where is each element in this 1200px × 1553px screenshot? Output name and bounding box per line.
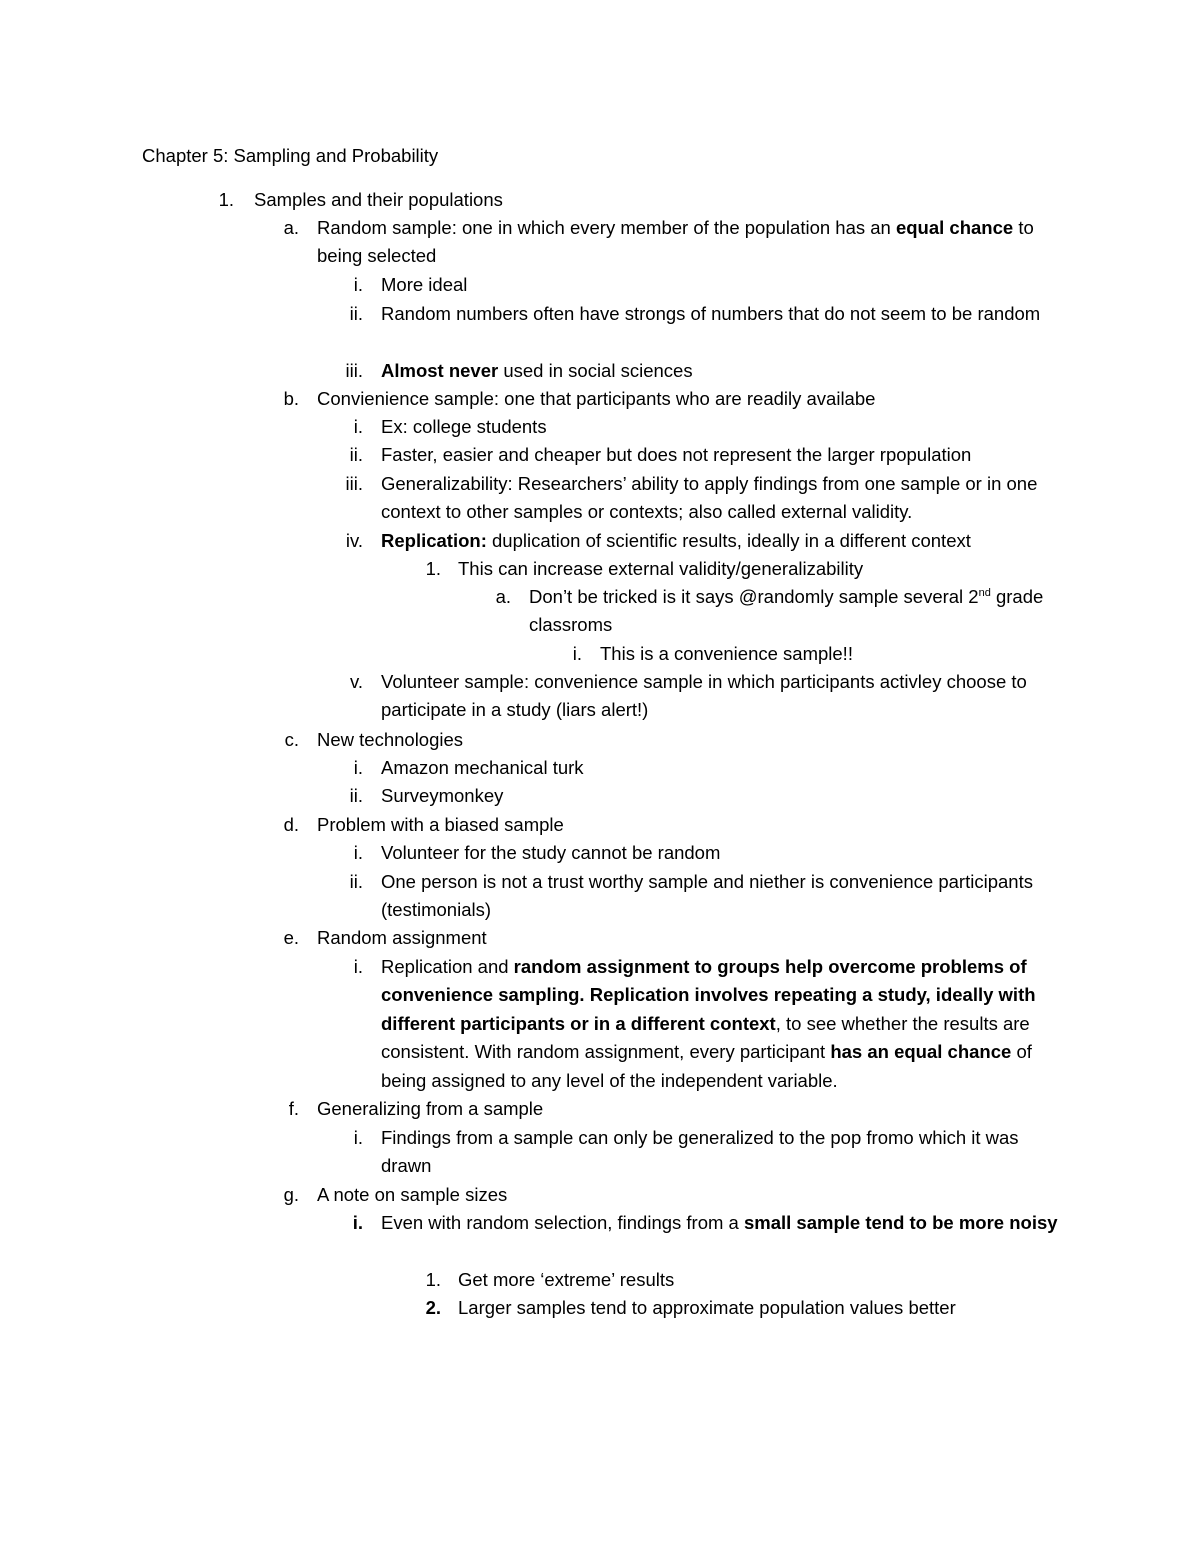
list-item-text: Almost never used in social sciences bbox=[381, 360, 693, 381]
list-marker: iv. bbox=[345, 530, 363, 551]
list-item-text: Don’t be tricked is it says @randomly sample several 2nd grade classroms bbox=[529, 586, 1044, 636]
list-item-text: Samples and their populations bbox=[254, 189, 503, 210]
list-item-text: Get more ‘extreme’ results bbox=[458, 1269, 675, 1290]
list-marker: 2. bbox=[425, 1297, 441, 1318]
list-item-text: Random sample: one in which every member of the population has an equal chance to being selected bbox=[317, 217, 1034, 267]
list-item-text: Replication: duplication of scientific results, ideally in a different context bbox=[381, 530, 971, 551]
list-item-text: Even with random selection, findings from a small sample tend to be more noisy bbox=[381, 1212, 1058, 1233]
list-item-text: Ex: college students bbox=[381, 416, 547, 437]
list-item-text: Problem with a biased sample bbox=[317, 814, 564, 835]
list-item-text: Findings from a sample can only be generalized to the pop fromo which it was drawn bbox=[381, 1127, 1019, 1177]
list-item-text: New technologies bbox=[317, 729, 464, 750]
list-item-text: Faster, easier and cheaper but does not represent the larger rpopulation bbox=[381, 444, 972, 465]
list-marker: g. bbox=[283, 1184, 299, 1205]
list-marker: 1. bbox=[425, 1269, 441, 1290]
list-item-text: Volunteer sample: convenience sample in which participants activley choose to participate in a study (liars alert!) bbox=[381, 671, 1027, 721]
list-item-text: This can increase external validity/generalizability bbox=[458, 558, 864, 579]
list-marker: ii. bbox=[349, 871, 363, 892]
list-item-text: A note on sample sizes bbox=[317, 1184, 508, 1205]
list-item-text: Generalizability: Researchers’ ability to apply findings from one sample or in one context to other samples or contexts; also called external validity. bbox=[381, 473, 1038, 523]
list-marker: 1. bbox=[425, 558, 441, 579]
list-marker: c. bbox=[284, 729, 299, 750]
list-marker: i. bbox=[353, 842, 363, 863]
list-marker: i. bbox=[353, 1127, 363, 1148]
list-item-text: Convienience sample: one that participants who are readily availabe bbox=[317, 388, 876, 409]
list-marker: ii. bbox=[349, 785, 363, 806]
list-item-text: Volunteer for the study cannot be random bbox=[381, 842, 721, 863]
list-item-text: Random assignment bbox=[317, 927, 487, 948]
list-marker: i. bbox=[353, 274, 363, 295]
list-item-text: More ideal bbox=[381, 274, 468, 295]
page-title: Chapter 5: Sampling and Probability bbox=[142, 145, 439, 166]
list-marker: i. bbox=[353, 757, 363, 778]
list-marker: e. bbox=[283, 927, 299, 948]
list-item-text: This is a convenience sample!! bbox=[600, 643, 853, 664]
list-marker: iii. bbox=[345, 473, 363, 494]
list-item-text: Random numbers often have strongs of numbers that do not seem to be random bbox=[381, 303, 1041, 324]
list-item-text: Amazon mechanical turk bbox=[381, 757, 584, 778]
list-marker: d. bbox=[283, 814, 299, 835]
list-marker: b. bbox=[283, 388, 299, 409]
list-marker: i. bbox=[572, 643, 582, 664]
list-marker: i. bbox=[352, 1212, 363, 1233]
list-marker: 1. bbox=[218, 189, 234, 210]
list-marker: i. bbox=[353, 416, 363, 437]
list-marker: ii. bbox=[349, 303, 363, 324]
list-item-text: One person is not a trust worthy sample and niether is convenience participants (testimonials) bbox=[381, 871, 1033, 921]
list-marker: f. bbox=[288, 1098, 299, 1119]
list-item-text: Larger samples tend to approximate population values better bbox=[458, 1297, 956, 1318]
list-item-text: Replication and random assignment to groups help overcome problems of convenience sampling. Replication involves repeating a study, ideally with different participants or in a different context, to see whether the results are consistent. With random assignment, every participant has an equal chance of being assigned to any level of the independent variable. bbox=[381, 956, 1036, 1091]
list-marker: a. bbox=[283, 217, 299, 238]
list-marker: iii. bbox=[345, 360, 363, 381]
list-marker: i. bbox=[353, 956, 363, 977]
list-marker: v. bbox=[349, 671, 363, 692]
list-marker: a. bbox=[495, 586, 511, 607]
list-item-text: Generalizing from a sample bbox=[317, 1098, 544, 1119]
list-item-text: Surveymonkey bbox=[381, 785, 504, 806]
list-marker: ii. bbox=[349, 444, 363, 465]
